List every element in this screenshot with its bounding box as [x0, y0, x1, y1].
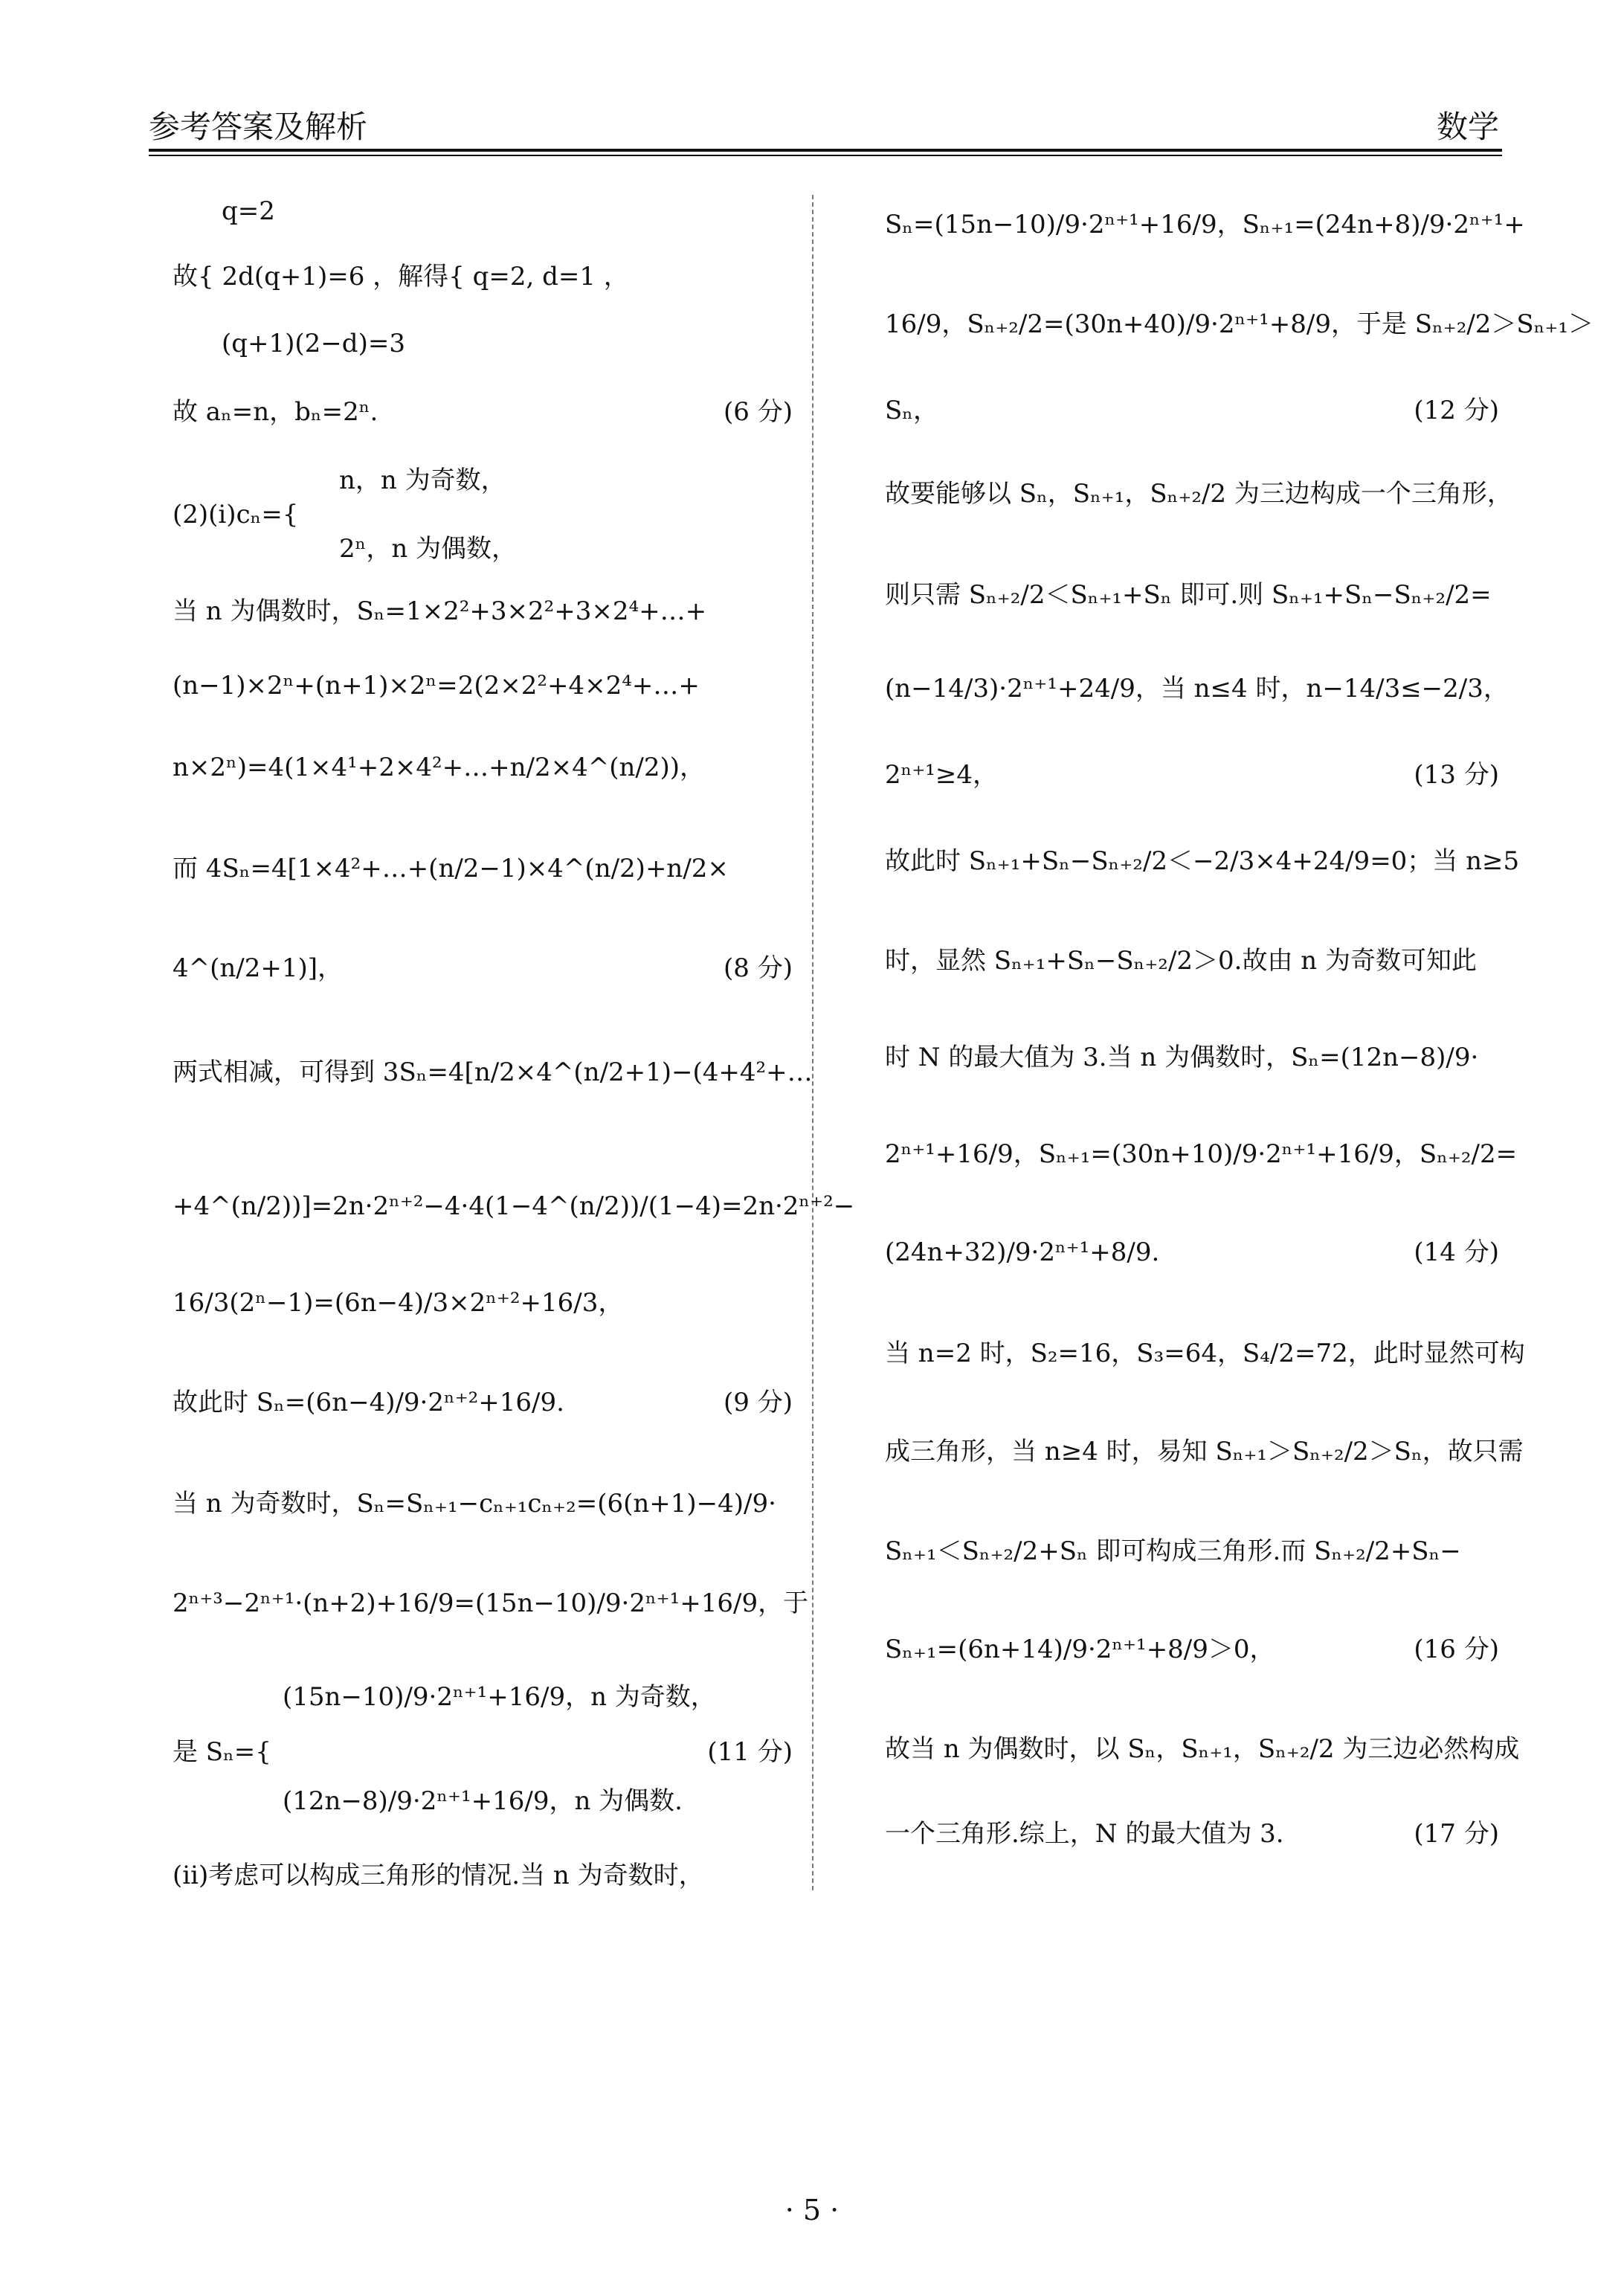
left-line: 2ⁿ，n 为偶数， [339, 534, 518, 564]
right-line: Sₙ=(15n−10)/9·2ⁿ⁺¹+16/9，Sₙ₊₁=(24n+8)/9·2ⁿ⁺¹+ [885, 210, 1525, 239]
right-line: (24n+32)/9·2ⁿ⁺¹+8/9. [885, 1237, 1160, 1267]
page-number: · 5 · [784, 2194, 840, 2226]
right-line: Sₙ₊₁=(6n+14)/9·2ⁿ⁺¹+8/9＞0， [885, 1635, 1275, 1664]
right-line: Sₙ₊₁＜Sₙ₊₂/2+Sₙ 即可构成三角形.而 Sₙ₊₂/2+Sₙ− [885, 1536, 1461, 1566]
right-points: (13 分) [1414, 760, 1499, 790]
left-line: (n−1)×2ⁿ+(n+1)×2ⁿ=2(2×2²+4×2⁴+…+ [173, 671, 700, 701]
left-line: 是 Sₙ={ [173, 1737, 271, 1767]
left-line: (15n−10)/9·2ⁿ⁺¹+16/9，n 为奇数， [283, 1682, 716, 1712]
left-points: (9 分) [724, 1388, 793, 1417]
header-rule [149, 149, 1502, 152]
left-line: 故此时 Sₙ=(6n−4)/9·2ⁿ⁺²+16/9. [173, 1388, 564, 1417]
right-line: 时，显然 Sₙ₊₁+Sₙ−Sₙ₊₂/2＞0.故由 n 为奇数可知此 [885, 946, 1477, 976]
right-line: 16/9，Sₙ₊₂/2=(30n+40)/9·2ⁿ⁺¹+8/9，于是 Sₙ₊₂/2＞Sₙ₊₁＞ [885, 309, 1594, 339]
header-left: 参考答案及解析 [149, 109, 368, 145]
left-line: 故{ 2d(q+1)=6 ，解得{ q=2, d=1 ， [173, 262, 629, 292]
left-line: +4^(n/2))]=2n·2ⁿ⁺²−4·4(1−4^(n/2))/(1−4)=2n·2ⁿ⁺²− [173, 1191, 855, 1221]
left-line: 4^(n/2+1)]， [173, 953, 344, 983]
left-points: (6 分) [724, 397, 793, 427]
left-line: 当 n 为偶数时，Sₙ=1×2²+3×2²+3×2⁴+…+ [173, 596, 707, 626]
right-line: 当 n=2 时，S₂=16，S₃=64，S₄/2=72，此时显然可构 [885, 1339, 1525, 1368]
left-line: (q+1)(2−d)=3 [222, 329, 405, 358]
left-line: n，n 为奇数， [339, 466, 506, 495]
right-points: (14 分) [1414, 1237, 1499, 1267]
right-line: 故要能够以 Sₙ，Sₙ₊₁，Sₙ₊₂/2 为三边构成一个三角形， [885, 479, 1512, 509]
right-line: 2ⁿ⁺¹+16/9，Sₙ₊₁=(30n+10)/9·2ⁿ⁺¹+16/9，Sₙ₊₂/2= [885, 1139, 1518, 1169]
right-line: (n−14/3)·2ⁿ⁺¹+24/9，当 n≤4 时，n−14/3≤−2/3， [885, 674, 1509, 703]
right-points: (17 分) [1414, 1819, 1499, 1849]
left-line: n×2ⁿ)=4(1×4¹+2×4²+…+n/2×4^(n/2))， [173, 753, 705, 782]
right-points: (12 分) [1414, 396, 1499, 425]
left-line: 16/3(2ⁿ−1)=(6n−4)/3×2ⁿ⁺²+16/3， [173, 1288, 624, 1318]
left-points: (11 分) [707, 1737, 793, 1767]
header-right: 数学 [1436, 109, 1499, 145]
header-rule-thin [149, 155, 1502, 156]
left-line: (12n−8)/9·2ⁿ⁺¹+16/9，n 为偶数. [283, 1786, 683, 1816]
column-separator [812, 195, 813, 1890]
left-line: q=2 [222, 196, 275, 226]
right-line: 故当 n 为偶数时，以 Sₙ，Sₙ₊₁，Sₙ₊₂/2 为三边必然构成 [885, 1734, 1520, 1764]
left-line: 当 n 为奇数时，Sₙ=Sₙ₊₁−cₙ₊₁cₙ₊₂=(6(n+1)−4)/9· [173, 1489, 776, 1519]
left-line: 故 aₙ=n，bₙ=2ⁿ. [173, 397, 378, 427]
left-line: 两式相减，可得到 3Sₙ=4[n/2×4^(n/2+1)−(4+4²+… [173, 1057, 813, 1087]
right-points: (16 分) [1414, 1635, 1499, 1664]
right-line: 故此时 Sₙ₊₁+Sₙ−Sₙ₊₂/2＜−2/3×4+24/9=0；当 n≥5 [885, 846, 1520, 876]
left-line: (ⅱ)考虑可以构成三角形的情况.当 n 为奇数时， [173, 1861, 704, 1890]
right-line: 一个三角形.综上，N 的最大值为 3. [885, 1819, 1284, 1849]
right-line: Sₙ， [885, 396, 939, 425]
left-line: 而 4Sₙ=4[1×4²+…+(n/2−1)×4^(n/2)+n/2× [173, 854, 729, 883]
right-line: 时 N 的最大值为 3.当 n 为偶数时，Sₙ=(12n−8)/9· [885, 1043, 1479, 1072]
left-points: (8 分) [724, 953, 793, 983]
left-line: (2)(ⅰ)cₙ={ [173, 500, 299, 529]
left-line: 2ⁿ⁺³−2ⁿ⁺¹·(n+2)+16/9=(15n−10)/9·2ⁿ⁺¹+16/9，于 [173, 1588, 809, 1618]
right-line: 2ⁿ⁺¹≥4， [885, 760, 999, 790]
right-line: 成三角形，当 n≥4 时，易知 Sₙ₊₁＞Sₙ₊₂/2＞Sₙ，故只需 [885, 1437, 1524, 1466]
right-line: 则只需 Sₙ₊₂/2＜Sₙ₊₁+Sₙ 即可.则 Sₙ₊₁+Sₙ−Sₙ₊₂/2= [885, 580, 1492, 610]
